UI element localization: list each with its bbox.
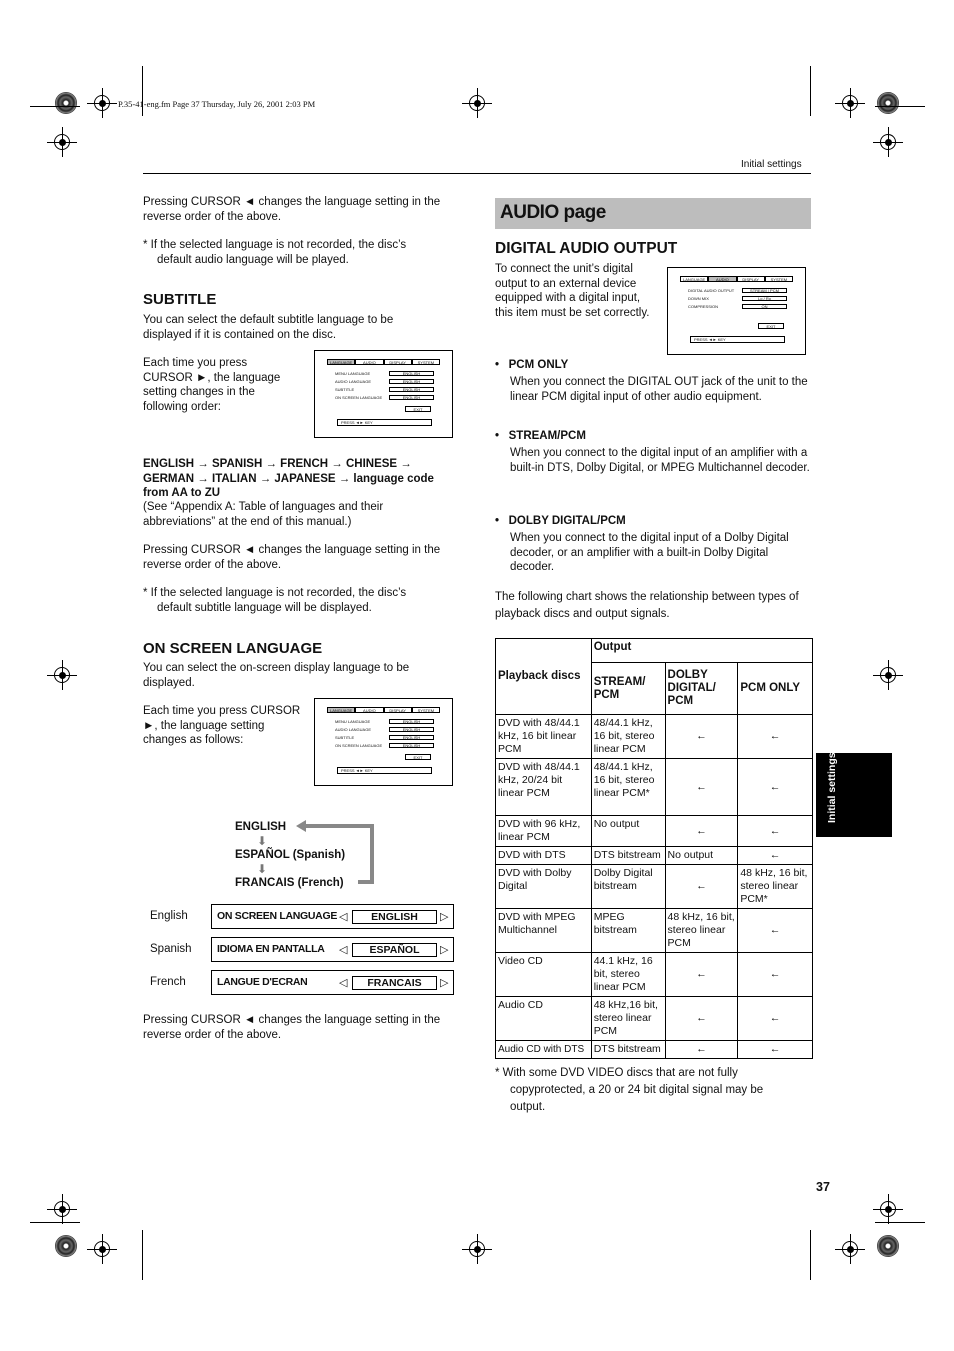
example-value: FRANCAIS xyxy=(352,976,437,990)
menu-row-value: ON xyxy=(742,304,787,309)
registration-mark-icon xyxy=(873,1194,903,1224)
tab-language: LANGUAGE xyxy=(327,707,355,713)
table-cell: MPEG bitstream xyxy=(591,909,665,953)
intro-note: * If the selected language is not recorded, the disc’s default audio language will be played. xyxy=(143,239,407,266)
table-cell: DTS bitstream xyxy=(591,847,665,865)
header-pcm-only: PCM ONLY xyxy=(738,663,813,715)
menu-row-label: DOWN MIX xyxy=(688,296,709,301)
menu-row-value: ENGLISH xyxy=(389,387,434,392)
registration-mark-icon xyxy=(47,127,77,157)
registration-mark-icon xyxy=(873,660,903,690)
arrow-right-icon: ▷ xyxy=(440,911,449,923)
table-row xyxy=(496,715,813,759)
menu-row-label: AUDIO LANGUAGE xyxy=(335,379,372,384)
subtitle-note: * If the selected language is not recorded, the disc’s default subtitle language will be displayed. xyxy=(143,587,407,614)
registration-mark-icon xyxy=(462,88,492,118)
registration-mark-icon xyxy=(835,88,865,118)
table-cell: No output xyxy=(591,816,665,847)
table-cell: Audio CD xyxy=(496,997,592,1041)
tab-system: SYSTEM xyxy=(412,359,440,365)
table-cell: ← xyxy=(665,953,738,997)
example-value: ESPAÑOL xyxy=(352,943,437,957)
tab-audio: AUDIO xyxy=(355,707,383,713)
menu-row-label: ON SCREEN LANGUAGE xyxy=(335,743,383,748)
down-arrow-icon: ⬇ xyxy=(257,834,268,848)
header-stream-pcm: STREAM/ PCM xyxy=(591,663,665,715)
table-cell: 48/44.1 kHz, 16 bit, stereo linear PCM xyxy=(591,715,665,759)
side-tab xyxy=(816,753,892,837)
menu-row-label: COMPRESSION xyxy=(688,304,719,309)
table-cell: ← xyxy=(738,816,813,847)
table-cell: ← xyxy=(665,759,738,816)
tab-display: DISPLAY xyxy=(384,707,412,713)
osl-each-time: Each time you press CURSOR ►, the language setting changes as follows: xyxy=(143,705,301,746)
intro-paragraph: Pressing CURSOR ◄ changes the language setting in the reverse order of the above. xyxy=(143,196,441,223)
table-cell: DTS bitstream xyxy=(591,1041,665,1059)
tab-language: LANGUAGE xyxy=(327,359,355,365)
example-label: IDIOMA EN PANTALLA xyxy=(217,943,325,955)
tab-system: SYSTEM xyxy=(412,707,440,713)
registration-mark-icon xyxy=(462,1234,492,1264)
bullet-dolby-pcm: • DOLBY DIGITAL/PCM xyxy=(495,515,626,527)
subtitle-order: ENGLISH → SPANISH → FRENCH → CHINESE → GERMAN → ITALIAN → JAPANESE → language code from AA to ZU xyxy=(143,458,434,499)
cycle-spanish: ESPAÑOL (Spanish) xyxy=(235,849,346,861)
osl-menu-screen xyxy=(314,698,453,786)
example-label: LANGUE D'ECRAN xyxy=(217,976,308,988)
tab-system: SYSTEM xyxy=(765,276,793,282)
table-cell: ← xyxy=(665,816,738,847)
press-key-hint: PRESS ◄► KEY xyxy=(337,767,432,774)
side-tab-label: Initial settings xyxy=(826,752,838,823)
table-cell: DVD with MPEG Multichannel xyxy=(496,909,592,953)
table-row xyxy=(496,909,813,953)
table-cell: ← xyxy=(738,759,813,816)
digital-audio-output-desc: To connect the unit’s digital output to an external device equipped with a digital input, this item must be set correctly. xyxy=(495,263,650,319)
crop-mark xyxy=(810,1230,811,1280)
menu-row-value: ENGLISH xyxy=(389,719,434,724)
menu-row-label: AUDIO LANGUAGE xyxy=(335,727,372,732)
file-header: P.35-41-eng.fm Page 37 Thursday, July 26, 2001 2:03 PM xyxy=(118,99,316,109)
registration-disc-icon xyxy=(877,1235,899,1257)
header-playback-discs: Playback discs xyxy=(496,639,592,715)
header-rule xyxy=(143,173,811,174)
subtitle-order-note: (See “Appendix A: Table of languages and their abbreviations” at the end of this manual.) xyxy=(143,501,384,528)
crop-mark xyxy=(810,66,811,116)
header-dolby-digital-pcm: DOLBY DIGITAL/ PCM xyxy=(665,663,738,715)
crop-mark xyxy=(875,106,925,107)
bullet-pcm-only: • PCM ONLY xyxy=(495,359,569,371)
arrow-right-icon: ▷ xyxy=(440,944,449,956)
menu-row-value: ENGLISH xyxy=(389,379,434,384)
subtitle-menu-screen xyxy=(314,350,453,438)
down-arrow-icon: ⬇ xyxy=(257,862,268,876)
digital-audio-output-heading: DIGITAL AUDIO OUTPUT xyxy=(495,240,678,257)
exit-button: EXIT xyxy=(405,754,431,760)
table-cell: ← xyxy=(738,847,813,865)
example-name-english: English xyxy=(150,910,188,922)
table-cell: 48/44.1 kHz, 16 bit, stereo linear PCM* xyxy=(591,759,665,816)
subtitle-reverse: Pressing CURSOR ◄ changes the language setting in the reverse order of the above. xyxy=(143,544,441,571)
tab-audio: AUDIO xyxy=(708,276,736,282)
arrow-left-icon: ◁ xyxy=(339,977,348,989)
audio-page-title: AUDIO page xyxy=(500,202,606,223)
tab-display: DISPLAY xyxy=(737,276,765,282)
running-head: Initial settings xyxy=(741,159,802,170)
arrow-right-icon: ▷ xyxy=(440,977,449,989)
table-cell: 48 kHz, 16 bit, stereo linear PCM xyxy=(665,909,738,953)
table-row xyxy=(496,865,813,909)
table-cell: Audio CD with DTS xyxy=(496,1041,592,1059)
subtitle-heading: SUBTITLE xyxy=(143,291,217,308)
osl-example-spanish xyxy=(211,937,454,962)
table-row xyxy=(496,997,813,1041)
menu-row-value: ENGLISH xyxy=(389,371,434,376)
menu-row-label: SUBTITLE xyxy=(335,387,355,392)
tab-language: LANGUAGE xyxy=(680,276,708,282)
osl-example-french xyxy=(211,970,454,995)
table-cell: DVD with 96 kHz, linear PCM xyxy=(496,816,592,847)
page-number: 37 xyxy=(816,1180,830,1194)
osl-heading: ON SCREEN LANGUAGE xyxy=(143,640,323,657)
menu-row-value: STREAM / PCM xyxy=(742,288,787,293)
table-cell: Dolby Digital bitstream xyxy=(591,865,665,909)
menu-row-label: ON SCREEN LANGUAGE xyxy=(335,395,383,400)
cycle-english: ENGLISH xyxy=(235,821,287,833)
table-cell: ← xyxy=(665,715,738,759)
example-name-french: French xyxy=(150,976,186,988)
table-cell: ← xyxy=(738,997,813,1041)
audio-page-banner xyxy=(495,198,811,229)
registration-disc-icon xyxy=(55,1235,77,1257)
table-row xyxy=(496,847,813,865)
tab-display: DISPLAY xyxy=(384,359,412,365)
arrow-left-icon: ◁ xyxy=(339,911,348,923)
menu-row-value: ENGLISH xyxy=(389,735,434,740)
table-cell: Video CD xyxy=(496,953,592,997)
table-cell: ← xyxy=(665,1041,738,1059)
menu-row-label: DIGITAL AUDIO OUTPUT xyxy=(688,288,735,293)
table-row xyxy=(496,953,813,997)
osl-example-english xyxy=(211,904,454,929)
table-cell: DVD with 48/44.1 kHz, 20/24 bit linear PCM xyxy=(496,759,592,816)
table-footnote: * With some DVD VIDEO discs that are not fully copyprotected, a 20 or 24 bit digital signal may be output. xyxy=(495,1067,764,1113)
arrow-left-icon: ◁ xyxy=(339,944,348,956)
registration-disc-icon xyxy=(877,92,899,114)
table-cell: ← xyxy=(665,997,738,1041)
table-row xyxy=(496,759,813,816)
table-row xyxy=(496,816,813,847)
exit-button: EXIT xyxy=(405,406,431,412)
header-output: Output xyxy=(591,639,812,663)
table-cell: ← xyxy=(738,953,813,997)
menu-row-value: Lo / Ro xyxy=(742,296,787,301)
table-cell: No output xyxy=(665,847,738,865)
cycle-french: FRANCAIS (French) xyxy=(235,877,344,889)
table-cell: ← xyxy=(738,715,813,759)
output-table xyxy=(495,638,813,1059)
registration-mark-icon xyxy=(47,1194,77,1224)
table-cell: DVD with Dolby Digital xyxy=(496,865,592,909)
menu-row-value: ENGLISH xyxy=(389,395,434,400)
example-label: ON SCREEN LANGUAGE xyxy=(217,910,338,922)
bullet-stream-pcm: • STREAM/PCM xyxy=(495,430,586,442)
table-row xyxy=(496,1041,813,1059)
bullet-title: PCM ONLY xyxy=(508,359,569,371)
crop-mark xyxy=(30,106,80,107)
table-cell: 44.1 kHz, 16 bit, stereo linear PCM xyxy=(591,953,665,997)
example-value: ENGLISH xyxy=(352,910,437,924)
subtitle-desc: You can select the default subtitle language to be displayed if it is contained on the disc. xyxy=(143,314,394,341)
registration-mark-icon xyxy=(47,660,77,690)
audio-menu-screen xyxy=(667,267,806,355)
bullet-pcm-only-text: When you connect the DIGITAL OUT jack of the unit to the linear PCM digital input of other audio equipment. xyxy=(510,376,808,403)
subtitle-each-time: Each time you press CURSOR ►, the language setting changes in the following order: xyxy=(143,357,281,413)
chart-intro: The following chart shows the relationship between types of playback discs and output signals. xyxy=(495,591,799,620)
registration-mark-icon xyxy=(87,1234,117,1264)
tab-audio: AUDIO xyxy=(355,359,383,365)
crop-mark xyxy=(30,1222,80,1223)
menu-row-value: ENGLISH xyxy=(389,743,434,748)
table-cell: 48 kHz, 16 bit, stereo linear PCM* xyxy=(738,865,813,909)
registration-disc-icon xyxy=(55,92,77,114)
bullet-stream-pcm-text: When you connect to the digital input of an amplifier with a built-in DTS, Dolby Digital, or MPEG Multichannel decoder. xyxy=(510,447,810,474)
bullet-title: STREAM/PCM xyxy=(508,430,586,442)
menu-row-label: SUBTITLE xyxy=(335,735,355,740)
menu-row-value: ENGLISH xyxy=(389,727,434,732)
osl-desc: You can select the on-screen display language to be displayed. xyxy=(143,662,410,689)
press-key-hint: PRESS ◄► KEY xyxy=(337,419,432,426)
table-cell: ← xyxy=(738,1041,813,1059)
registration-mark-icon xyxy=(87,88,117,118)
menu-row-label: MENU LANGUAGE xyxy=(335,371,371,376)
table-cell: DVD with 48/44.1 kHz, 16 bit linear PCM xyxy=(496,715,592,759)
example-name-spanish: Spanish xyxy=(150,943,192,955)
registration-mark-icon xyxy=(835,1234,865,1264)
exit-button: EXIT xyxy=(758,323,784,329)
cycle-loop-arrow xyxy=(294,820,378,890)
crop-mark xyxy=(142,1230,143,1280)
menu-row-label: MENU LANGUAGE xyxy=(335,719,371,724)
registration-mark-icon xyxy=(873,127,903,157)
table-cell: 48 kHz,16 bit, stereo linear PCM xyxy=(591,997,665,1041)
table-cell: ← xyxy=(665,865,738,909)
press-key-hint: PRESS ◄► KEY xyxy=(690,336,785,343)
table-cell: ← xyxy=(738,909,813,953)
crop-mark xyxy=(875,1222,925,1223)
bullet-title: DOLBY DIGITAL/PCM xyxy=(508,515,626,527)
bullet-dolby-pcm-text: When you connect to the digital input of a Dolby Digital decoder, or an amplifier with a built-in Dolby Digital decoder. xyxy=(510,532,789,573)
table-cell: DVD with DTS xyxy=(496,847,592,865)
osl-reverse: Pressing CURSOR ◄ changes the language setting in the reverse order of the above. xyxy=(143,1014,441,1041)
